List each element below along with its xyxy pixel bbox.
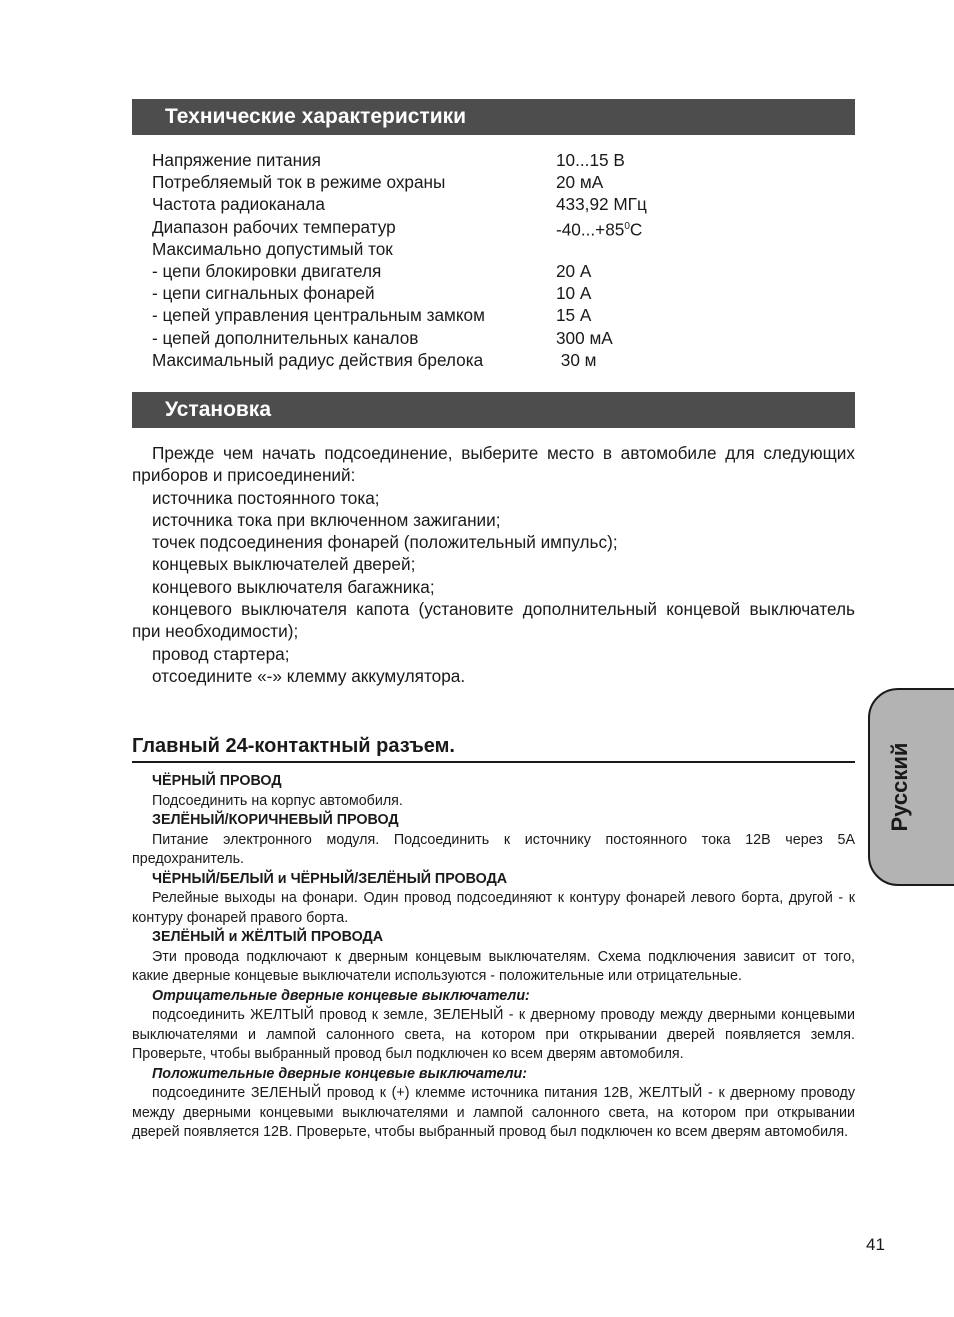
install-item: концевого выключателя капота (установите дополнительный концевой выключатель при необходимости); bbox=[132, 599, 855, 642]
install-item: провод стартера; bbox=[152, 643, 290, 664]
install-item: концевых выключателей дверей; bbox=[152, 554, 416, 575]
spec-row bbox=[152, 149, 752, 171]
install-item: концевого выключателя багажника; bbox=[152, 576, 435, 597]
spec-value-sup: 0 bbox=[624, 220, 630, 232]
wire-text-lights: Релейные выходы на фонари. Один провод подсоединяют к контуру фонарей левого борта, другой - к контуру фонарей правого борта. bbox=[132, 890, 855, 926]
install-item: точек подсоединения фонарей (положительный импульс); bbox=[152, 532, 618, 553]
spec-value-unit: С bbox=[629, 219, 643, 240]
spec-row bbox=[152, 216, 752, 238]
language-tab-label: Русский bbox=[887, 742, 912, 832]
wire-subtitle-positive: Положительные дверные концевые выключатели: bbox=[152, 1065, 528, 1082]
spec-value: 20 мА bbox=[556, 172, 604, 193]
wire-title-doors: ЗЕЛЁНЫЙ и ЖЁЛТЫЙ ПРОВОДА bbox=[152, 929, 384, 945]
wire-text-black: Подсоединить на корпус автомобиля. bbox=[152, 792, 403, 809]
spec-label: Частота радиоканала bbox=[152, 194, 325, 215]
install-intro: Прежде чем начать подсоединение, выберите место в автомобиле для следующих приборов и присоединений: bbox=[132, 443, 855, 486]
wires-description bbox=[132, 772, 855, 1143]
install-item: источника тока при включенном зажигании; bbox=[152, 509, 501, 530]
specs-table bbox=[152, 149, 752, 371]
spec-value: 15 А bbox=[556, 305, 592, 326]
install-item: источника постоянного тока; bbox=[152, 487, 380, 508]
spec-value: 20 А bbox=[556, 260, 592, 281]
install-item: отсоедините «-» клемму аккумулятора. bbox=[152, 665, 466, 686]
section-header-install: Установка bbox=[132, 392, 855, 428]
section-header-specs: Технические характеристики bbox=[132, 99, 855, 135]
wire-text-doors: Эти провода подключают к дверным концевым выключателям. Схема подключения зависит от того, какие дверные концевые выключатели используются - положительные или отрицательные. bbox=[132, 948, 855, 984]
spec-value: 10...15 В bbox=[556, 150, 625, 170]
spec-label: - цепи блокировки двигателя bbox=[152, 260, 382, 281]
spec-label: - цепей управления центральным замком bbox=[152, 305, 485, 326]
spec-label: Диапазон рабочих температур bbox=[152, 216, 396, 237]
spec-value bbox=[556, 216, 642, 241]
wire-text-green-brown: Питание электронного модуля. Подсоединить к источнику постоянного тока 12В через 5А предохранитель. bbox=[132, 831, 855, 867]
spec-label: - цепей дополнительных каналов bbox=[152, 327, 419, 348]
spec-value: 300 мА bbox=[556, 327, 613, 348]
spec-row bbox=[152, 349, 752, 371]
spec-row bbox=[152, 260, 752, 282]
spec-row bbox=[152, 193, 752, 215]
spec-value: 30 м bbox=[556, 349, 597, 370]
spec-value: 10 А bbox=[556, 283, 592, 304]
wire-subtitle-negative: Отрицательные дверные концевые выключатели: bbox=[152, 987, 530, 1004]
spec-value-number: -40...+85 bbox=[556, 219, 625, 240]
spec-row bbox=[152, 282, 752, 304]
spec-label: Напряжение питания bbox=[152, 150, 321, 170]
wire-title-black: ЧЁРНЫЙ ПРОВОД bbox=[152, 773, 282, 789]
wire-title-lights: ЧЁРНЫЙ/БЕЛЫЙ и ЧЁРНЫЙ/ЗЕЛЁНЫЙ ПРОВОДА bbox=[152, 870, 508, 887]
connector-heading: Главный 24-контактный разъем. bbox=[132, 733, 855, 763]
spec-label: Максимально допустимый ток bbox=[152, 238, 393, 259]
page-number: 41 bbox=[866, 1235, 885, 1254]
spec-value: 433,92 МГц bbox=[556, 194, 647, 215]
wire-text-positive: подсоедините ЗЕЛЕНЫЙ провод к (+) клемме источника питания 12В, ЖЕЛТЫЙ - к дверному проводу между дверными концевыми выключателями и лампой салонного света, на котором при открывании дверей появляется 12В. Проверьте, чтобы выбранный провод был подключен ко всем дверям автомобиля. bbox=[132, 1085, 855, 1140]
spec-label: - цепи сигнальных фонарей bbox=[152, 283, 375, 304]
install-text bbox=[132, 442, 855, 687]
spec-label: Максимальный радиус действия брелока bbox=[152, 349, 484, 370]
spec-row bbox=[152, 238, 752, 260]
spec-label: Потребляемый ток в режиме охраны bbox=[152, 172, 446, 193]
wire-title-green-brown: ЗЕЛЁНЫЙ/КОРИЧНЕВЫЙ ПРОВОД bbox=[152, 812, 399, 828]
wire-text-negative: подсоединить ЖЕЛТЫЙ провод к земле, ЗЕЛЕНЫЙ - к дверному проводу между дверными концевыми выключателями и лампой салонного света, на котором при открывании дверей появляется земля. Проверьте, чтобы выбранный провод был подключен ко всем дверям автомобиля. bbox=[132, 1007, 855, 1062]
spec-row bbox=[152, 304, 752, 326]
spec-row bbox=[152, 171, 752, 193]
spec-row bbox=[152, 327, 752, 349]
